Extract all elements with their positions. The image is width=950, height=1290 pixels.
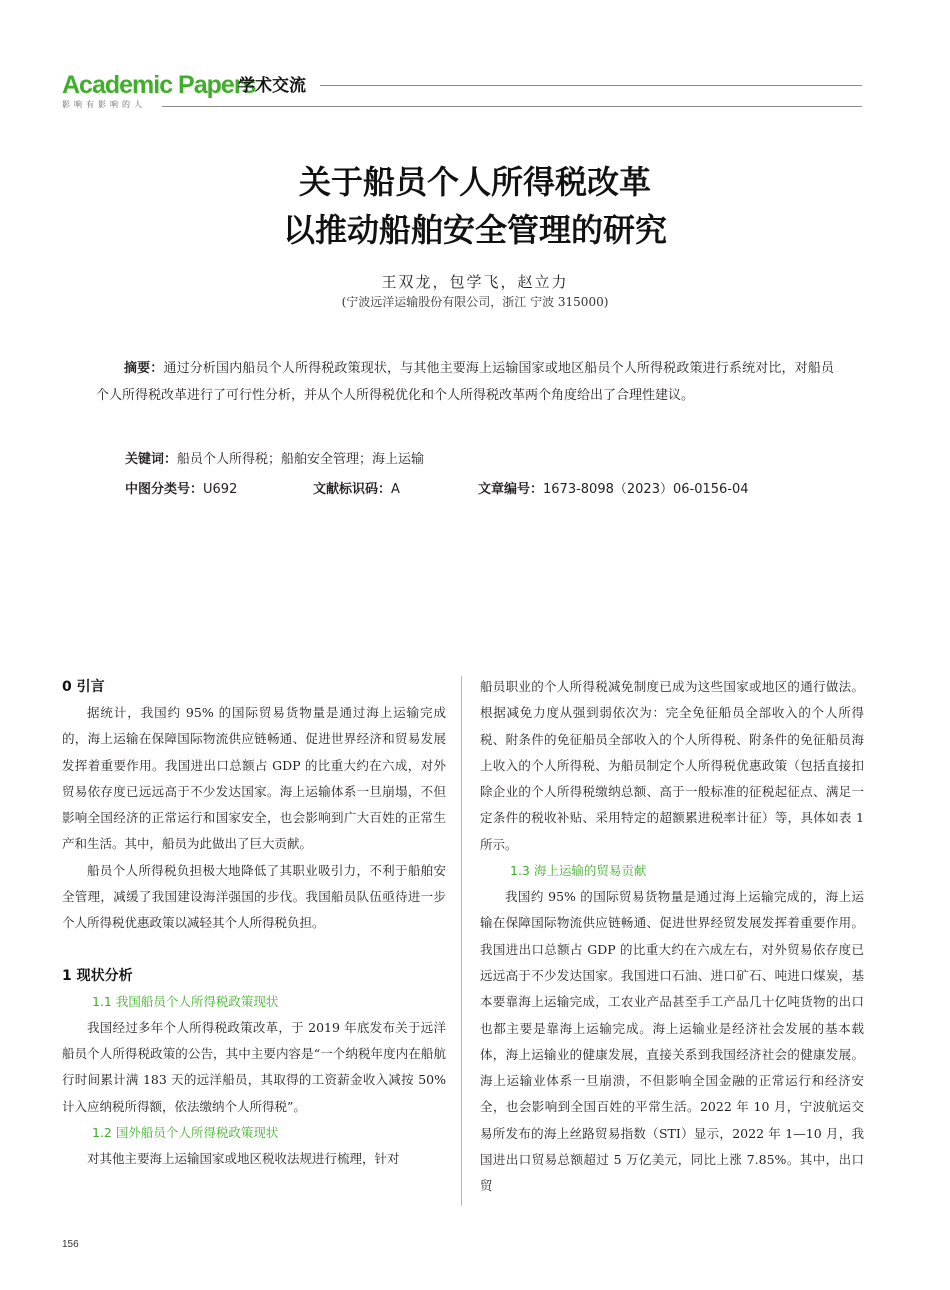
page-number: 156 [62,1239,79,1250]
paragraph: 据统计，我国约 95% 的国际贸易货物量是通过海上运输完成的，海上运输在保障国际物流供应链畅通、促进世界经济和贸易发展发挥着重要作用。我国进出口总额占 GDP 的比重大约在六成，对外贸易依存度已远远高于不少发达国家。海上运输体系一旦崩塌，不但影响全国经济的正常运行和国家安全，也会影响到广大百姓的正常生产和生活。其中，船员为此做出了巨大贡献。 [62,705,446,852]
journal-tagline: 影响有影响的人 [62,100,146,109]
subheading-1-1: 1.1 我国船员个人所得税政策现状 [92,993,279,1009]
header-rule-top [320,85,862,86]
abstract-label: 摘要： [124,361,164,376]
keywords [125,450,424,470]
column-divider [461,676,462,1206]
author-list: 王双龙，包学飞，赵立力 [381,273,569,291]
article-number: 文章编号：1673-8098（2023）06-0156-04 [478,482,749,497]
document-code: 文献标识码：A [313,482,400,497]
paragraph: 我国约 95% 的国际贸易货物量是通过海上运输完成的，海上运输在保障国际物流供应链畅通、促进世界经贸发展发挥着重要作用。我国进出口总额占 GDP 的比重大约在六成左右，对外贸易依存度已远远高于不少发达国家。我国进口石油、进口矿石、吨进口煤炭，基本要靠海上运输完成，工农业产品甚至手工产品几十亿吨货物的出口也都主要是靠海上运输完成。海上运输业是经济社会发展的基本载体，海上运输业的健康发展，直接关系到我国经济社会的健康发展。海上运输业体系一旦崩溃，不但影响全国金融的正常运行和经济安全，也会影响到全国百姓的平常生活。2022 年 10 月，宁波航运交易所发布的海上丝路贸易指数（STI）显示，2022 年 1—10 月，我国进出口贸易总额超过 5 万亿美元，同比上涨 7.85%。其中，出口贸 [480,889,864,1194]
subheading-1-2: 1.2 国外船员个人所得税政策现状 [92,1124,279,1140]
keywords-label: 关键词： [125,452,178,467]
keywords-text: 船员个人所得税；船舶安全管理；海上运输 [177,452,425,467]
paragraph: 对其他主要海上运输国家或地区税收法规进行梳理，针对 [87,1150,400,1166]
author-affiliation: (宁波远洋运输股份有限公司，浙江 宁波 315000) [341,295,609,309]
heading-introduction: 0 引言 [62,679,105,695]
clc-number: 中图分类号：U692 [125,482,238,497]
abstract [96,355,834,409]
header-rule-bottom [162,106,862,107]
left-column [62,674,446,1172]
paragraph: 船员个人所得税负担极大地降低了其职业吸引力，不利于船舶安全管理，减缓了我国建设海洋强国的步伐。我国船员队伍亟待进一步个人所得税优惠政策以减轻其个人所得税负担。 [62,862,446,931]
article-title-line2: 以推动船舶安全管理的研究 [282,211,667,249]
subheading-1-3: 1.3 海上运输的贸易贡献 [510,863,647,879]
section-label: 学术交流 [238,76,306,96]
journal-brand: Academic Papers [62,71,256,99]
paragraph: 我国经过多年个人所得税政策改革，于 2019 年底发布关于远洋船员个人所得税政策的公告，其中主要内容是“一个纳税年度内在船航行时间累计满 183 天的远洋船员，其取得的工资薪金收入减按 50% 计入应纳税所得额，依法缴纳个人所得税”。 [62,1019,446,1114]
paragraph: 船员职业的个人所得税减免制度已成为这些国家或地区的通行做法。根据减免力度从强到弱依次为：完全免征船员全部收入的个人所得税、附条件的免征船员全部收入的个人所得税、附条件的免征船员海上收入的个人所得税、为船员制定个人所得税优惠政策（包括直接扣除企业的个人所得税缴纳总额、高于一般标准的征税起征点、满足一定条件的税收补贴、采用特定的超额累进税率计征）等，具体如表 1 所示。 [480,679,864,852]
article-title-line1: 关于船员个人所得税改革 [298,163,651,201]
right-column [480,674,864,1200]
journal-header [62,70,862,114]
abstract-text: 通过分析国内船员个人所得税政策现状，与其他主要海上运输国家或地区船员个人所得税政策进行系统对比，对船员个人所得税改革进行了可行性分析，并从个人所得税优化和个人所得税改革两个角度给出了合理性建议。 [96,361,834,403]
heading-status-analysis: 1 现状分析 [62,967,133,984]
